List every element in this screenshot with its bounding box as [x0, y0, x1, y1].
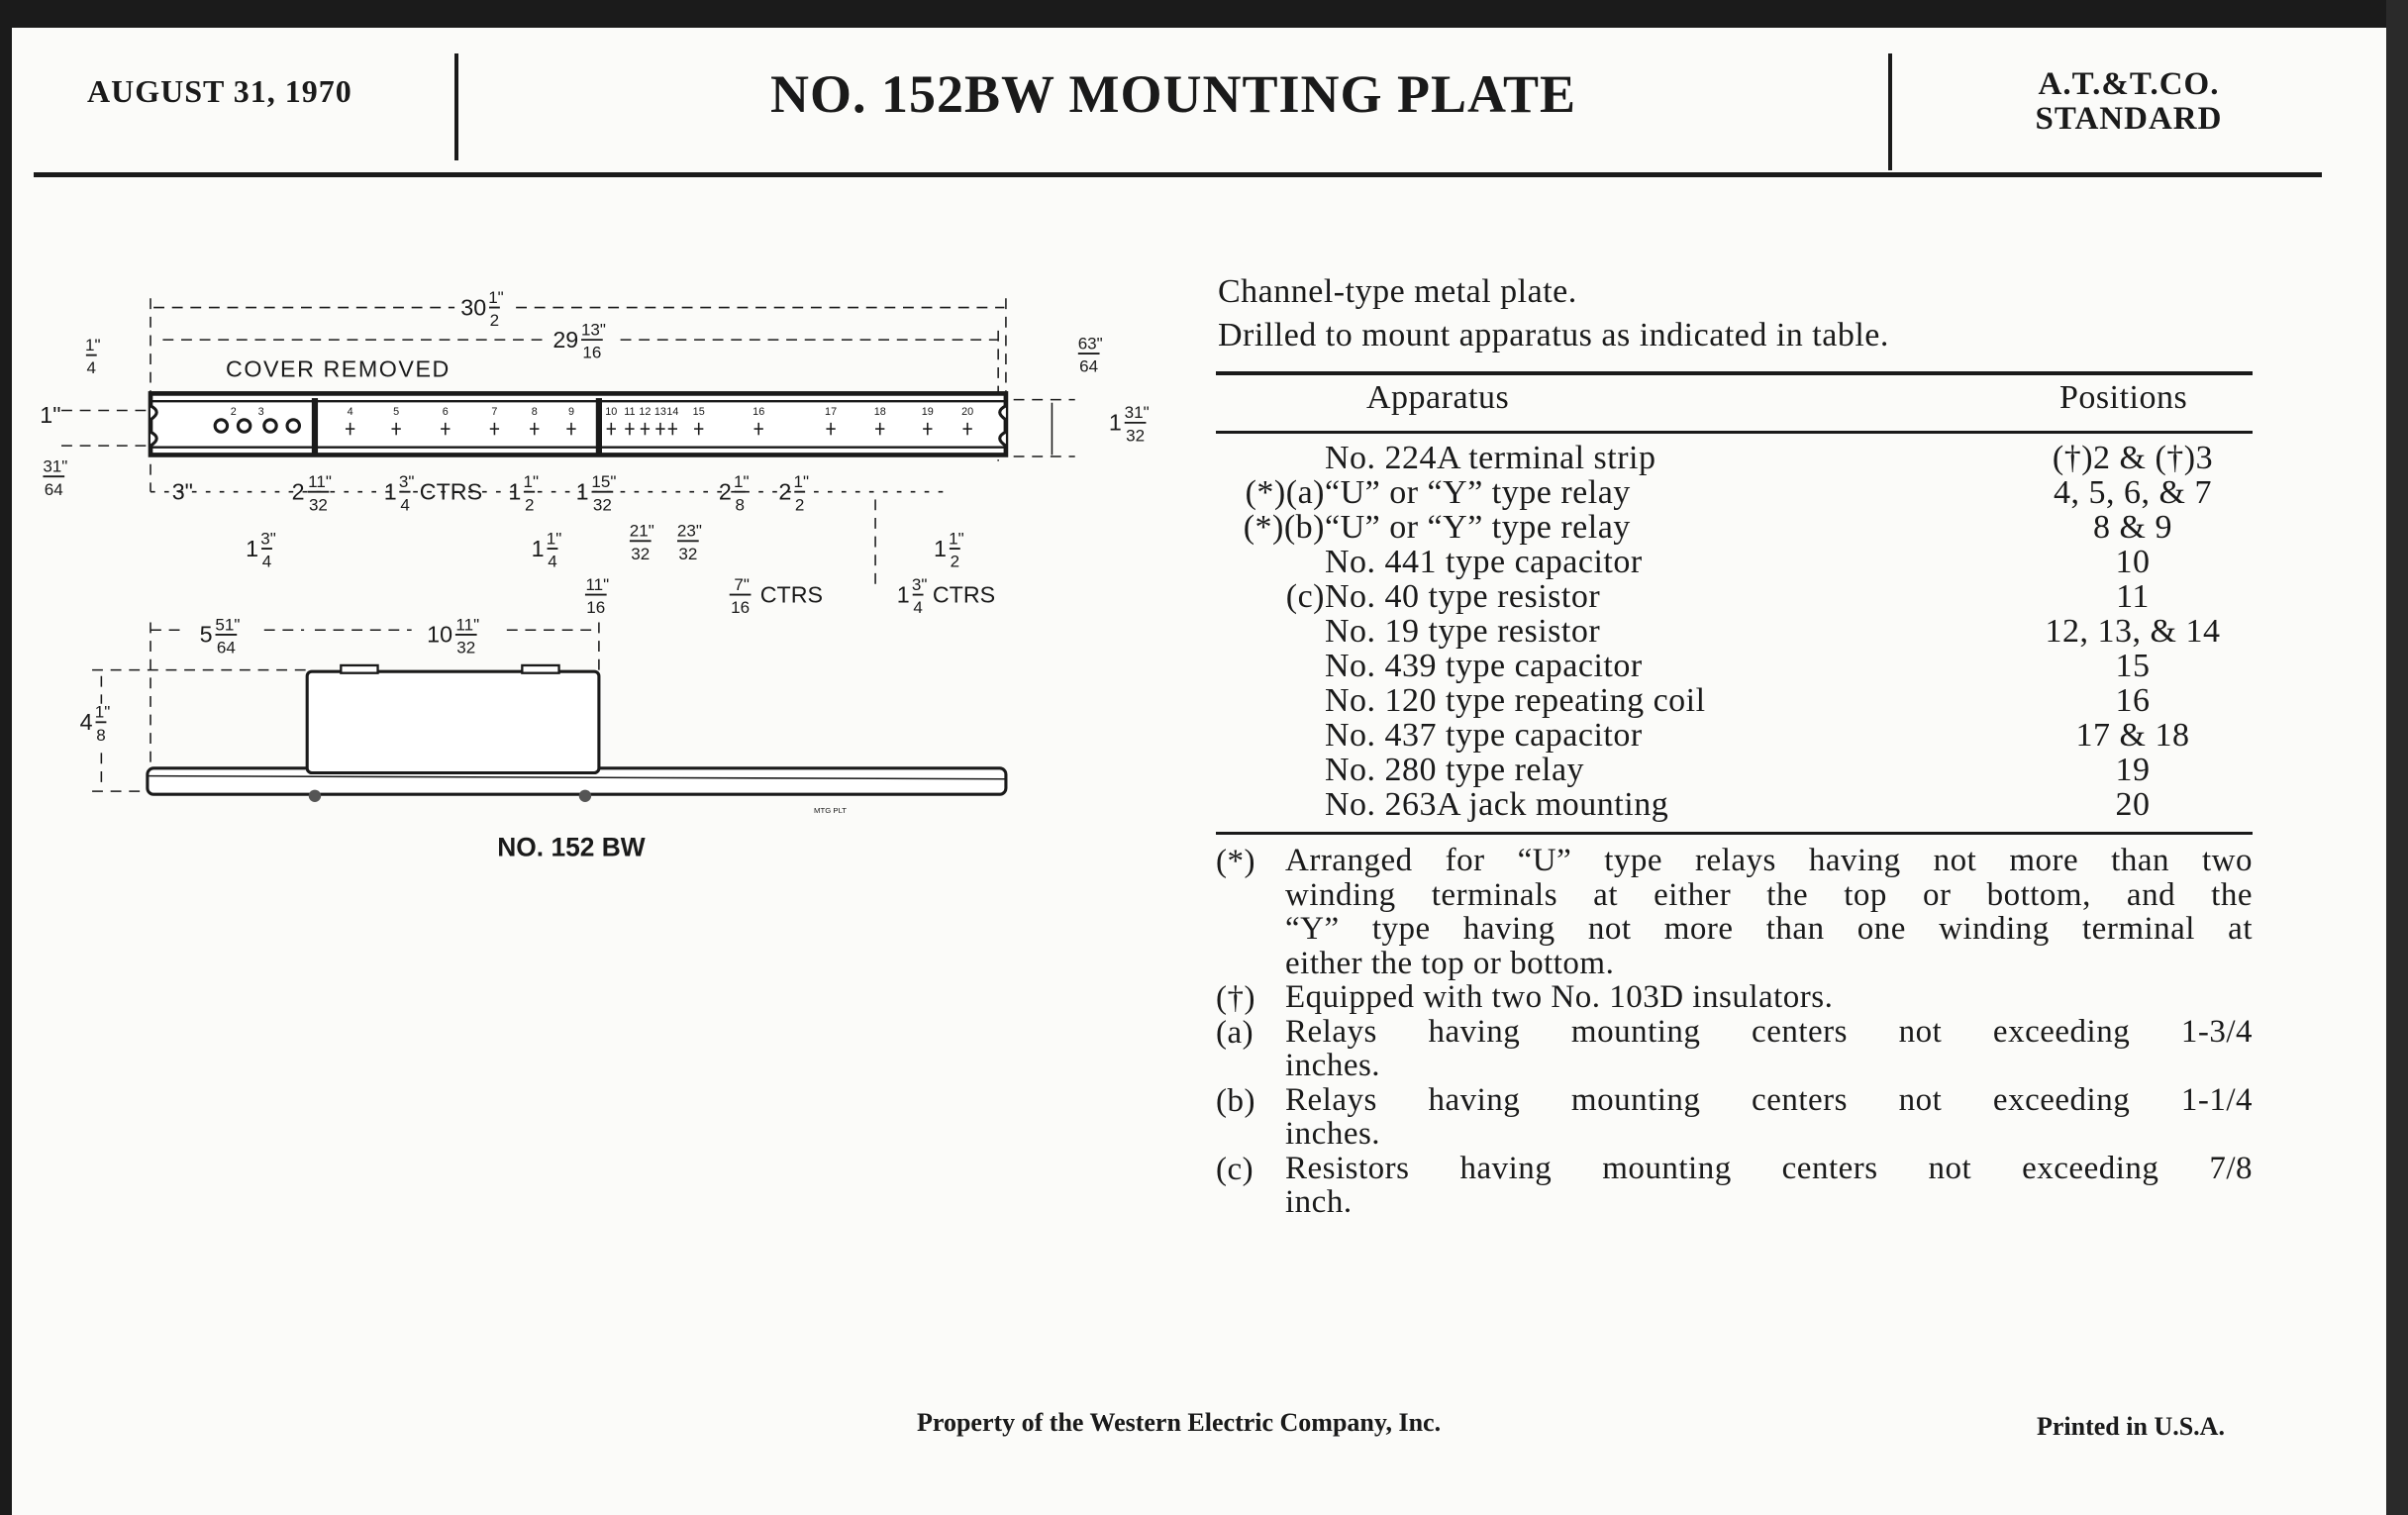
position-number: 12 — [639, 406, 652, 419]
column-header-positions: Positions — [2059, 379, 2188, 416]
issue-date: AUGUST 31, 1970 — [87, 73, 352, 109]
dimension-numerator: 31" — [43, 456, 68, 476]
dimension-label — [246, 529, 276, 570]
position-number: 6 — [442, 406, 449, 419]
positions-cell: 12, 13, & 14 — [2045, 613, 2221, 650]
dimension-whole: 2 — [718, 478, 732, 505]
apparatus-cell: No. 441 type capacitor — [1325, 544, 1643, 580]
dimension-label — [897, 575, 995, 617]
dimension-whole: 1 — [383, 478, 397, 505]
dimension-denominator: 2 — [794, 495, 805, 515]
position-number: 10 — [605, 406, 618, 419]
property-notice: Property of the Western Electric Company, Inc. — [917, 1408, 1442, 1437]
footnote-line: “Y” type having not more than one winding terminal at — [1285, 911, 2253, 947]
footnote-line: either the top or bottom. — [1285, 945, 1615, 981]
dimension-denominator: 2 — [950, 552, 960, 571]
dimension-label — [40, 402, 60, 428]
dimension-denominator: 16 — [582, 343, 602, 362]
footnote-line: Equipped with two No. 103D insulators. — [1285, 979, 1834, 1015]
apparatus-cell: “U” or “Y” type relay — [1325, 474, 1631, 511]
apparatus-cell: No. 224A terminal strip — [1325, 440, 1656, 476]
dimension-whole: 30 — [460, 294, 487, 321]
dimension-numerator: 23" — [676, 521, 702, 541]
dimension-denominator: 8 — [735, 495, 745, 515]
position-number: 5 — [393, 406, 400, 419]
apparatus-cell: “U” or “Y” type relay — [1325, 509, 1631, 546]
dimension-whole: 5 — [199, 621, 213, 648]
dimension-denominator: 4 — [86, 358, 97, 378]
footnote-marker: (b) — [1216, 1082, 1255, 1119]
standard-line-2: STANDARD — [2035, 101, 2223, 137]
position-number: 11 — [624, 406, 636, 419]
part-number-label: NO. 152 BW — [497, 832, 646, 862]
positions-cell: 4, 5, 6, & 7 — [2054, 474, 2212, 511]
dimension-numerator: 51" — [215, 615, 241, 635]
footnote-line: Relays having mounting centers not exceeding 1-1/4 — [1285, 1081, 2253, 1118]
position-number: 15 — [692, 406, 705, 419]
position-number: 2 — [230, 406, 237, 419]
apparatus-cell: No. 40 type resistor — [1325, 578, 1601, 615]
dimension-suffix: CTRS — [419, 478, 483, 505]
dimension-denominator: 32 — [456, 638, 476, 657]
position-number: 18 — [873, 406, 886, 419]
dimension-label — [508, 472, 539, 514]
dimension-label — [172, 478, 193, 504]
dimension-denominator: 64 — [216, 638, 236, 657]
dimension-label — [427, 615, 479, 656]
standard-line-1: A.T.&T.CO. — [2038, 66, 2220, 102]
channel-plate-side-view — [148, 665, 1006, 802]
position-number: 19 — [921, 406, 934, 419]
positions-cell: 17 & 18 — [2075, 717, 2190, 754]
dimension-denominator: 4 — [913, 598, 923, 618]
description-line-2: Drilled to mount apparatus as indicated in table. — [1218, 317, 1889, 354]
mtg-plt-label: MTG PLT — [814, 805, 848, 815]
dimension-whole: 1" — [40, 401, 61, 428]
position-number: 4 — [347, 406, 353, 419]
dimension-numerator: 13" — [580, 320, 606, 340]
dimension-label — [532, 529, 562, 570]
dimension-denominator: 32 — [1126, 426, 1146, 446]
channel-plate-top-view — [150, 393, 1006, 454]
dimension-suffix: CTRS — [759, 581, 824, 608]
dimension-denominator: 4 — [548, 552, 557, 571]
footnote-line: winding terminals at either the top or bottom, and the — [1285, 876, 2253, 913]
dimension-whole: 1 — [531, 535, 545, 561]
footnote-line: inch. — [1285, 1184, 1353, 1220]
dimension-numerator: 3" — [260, 529, 276, 549]
dimension-label — [934, 529, 964, 570]
positions-cell: 15 — [2115, 648, 2151, 684]
row-prefix: (*)(a) — [1245, 474, 1325, 511]
positions-cell: 16 — [2115, 682, 2151, 719]
dimension-whole: 2 — [778, 478, 792, 505]
dimension-numerator: 15" — [591, 472, 617, 492]
dimension-numerator: 7" — [734, 574, 750, 594]
cover-removed-label: COVER REMOVED — [226, 355, 451, 382]
position-number: 13 — [653, 406, 666, 419]
dimension-label — [730, 575, 823, 617]
dimension-label — [719, 472, 750, 514]
dimension-denominator: 2 — [489, 311, 500, 331]
footnote-line: inches. — [1285, 1048, 1381, 1083]
dimension-label — [292, 472, 332, 514]
dimension-denominator: 32 — [592, 495, 612, 515]
dimension-whole: 1 — [508, 478, 522, 505]
apparatus-cell: No. 439 type capacitor — [1325, 648, 1643, 684]
dimension-denominator: 32 — [678, 544, 698, 563]
dimension-numerator: 11" — [585, 574, 610, 594]
dimension-numerator: 63" — [1077, 334, 1103, 354]
dimension-numerator: 1" — [733, 472, 750, 492]
dimension-denominator: 64 — [1079, 356, 1099, 376]
footnote-line: Relays having mounting centers not exceeding 1-3/4 — [1285, 1013, 2253, 1050]
dimension-label — [80, 703, 111, 745]
dimension-label — [778, 472, 809, 514]
dimension-whole: 1 — [896, 581, 910, 608]
position-number: 16 — [752, 406, 765, 419]
printed-in: Printed in U.S.A. — [2037, 1412, 2225, 1441]
dimension-numerator: 1" — [546, 529, 562, 549]
dimension-label — [576, 472, 617, 514]
dimension-whole: 4 — [79, 709, 93, 736]
column-header-apparatus: Apparatus — [1366, 379, 1510, 416]
dimension-numerator: 1" — [488, 287, 504, 307]
dimension-label — [677, 522, 702, 563]
dimension-numerator: 1" — [94, 702, 111, 722]
footnote-marker: (*) — [1216, 844, 1255, 879]
description-line-1: Channel-type metal plate. — [1218, 273, 1577, 310]
dimension-numerator: 31" — [1124, 403, 1150, 423]
dimension-numerator: 1" — [793, 472, 810, 492]
dimension-whole: 2 — [291, 478, 305, 505]
dimension-label — [1109, 403, 1150, 445]
dimension-denominator: 8 — [96, 725, 106, 745]
dimension-whole: 10 — [427, 621, 453, 648]
footnote-marker: (a) — [1216, 1014, 1254, 1051]
dimension-numerator: 3" — [911, 574, 928, 594]
row-prefix: (*)(b) — [1243, 509, 1325, 546]
apparatus-cell: No. 280 type relay — [1325, 752, 1585, 788]
dimension-label — [630, 522, 654, 563]
dimension-denominator: 16 — [586, 598, 606, 618]
dimension-numerator: 1" — [949, 529, 964, 549]
apparatus-cell: No. 263A jack mounting — [1325, 786, 1669, 823]
position-number: 7 — [491, 406, 498, 419]
positions-cell: 8 & 9 — [2093, 509, 2172, 546]
dimension-denominator: 32 — [631, 544, 651, 563]
dimension-whole: 29 — [552, 326, 579, 353]
dimension-label — [585, 575, 609, 617]
dimension-label — [460, 288, 503, 330]
dimension-denominator: 4 — [261, 552, 272, 571]
positions-cell: 19 — [2115, 752, 2151, 788]
dimension-numerator: 1" — [85, 335, 101, 354]
footnote-marker: (c) — [1216, 1151, 1254, 1187]
dimension-label — [384, 472, 482, 514]
footnote-line: Arranged for “U” type relays having not more than two — [1285, 843, 2253, 878]
position-number: 17 — [825, 406, 838, 419]
dimension-suffix: CTRS — [932, 581, 996, 608]
apparatus-cell: No. 120 type repeating coil — [1325, 682, 1706, 719]
dimension-numerator: 21" — [629, 521, 654, 541]
position-number: 3 — [257, 406, 264, 419]
footnote-line: inches. — [1285, 1116, 1381, 1152]
dimension-whole: 1 — [1108, 409, 1122, 436]
page-title: NO. 152BW MOUNTING PLATE — [769, 64, 1577, 124]
dimension-numerator: 11" — [455, 615, 480, 635]
positions-cell: (†)2 & (†)3 — [2052, 440, 2214, 476]
dimension-denominator: 2 — [524, 495, 535, 515]
apparatus-cell: No. 19 type resistor — [1325, 613, 1601, 650]
positions-cell: 10 — [2115, 544, 2151, 580]
position-number: 9 — [567, 406, 574, 419]
dimension-whole: 3" — [171, 478, 193, 505]
footnote-line: Resistors having mounting centers not exceeding 7/8 — [1285, 1150, 2253, 1186]
dimension-numerator: 3" — [398, 472, 415, 492]
dimension-label — [200, 615, 241, 656]
positions-cell: 11 — [2116, 578, 2150, 615]
footnote-marker: (†) — [1216, 980, 1255, 1016]
dimension-label — [552, 320, 606, 361]
dimension-label — [43, 457, 67, 499]
dimension-denominator: 32 — [308, 495, 328, 515]
dimension-numerator: 1" — [523, 472, 540, 492]
position-number: 8 — [531, 406, 538, 419]
dimension-label — [1078, 334, 1103, 375]
dimension-denominator: 4 — [400, 495, 410, 515]
row-prefix: (c) — [1285, 578, 1325, 615]
dimension-label — [85, 336, 101, 377]
positions-cell: 20 — [2115, 786, 2151, 823]
position-number: 20 — [961, 406, 974, 419]
dimension-numerator: 11" — [308, 472, 332, 492]
dimension-whole: 1 — [246, 535, 259, 561]
dimension-denominator: 16 — [731, 598, 751, 618]
apparatus-cell: No. 437 type capacitor — [1325, 717, 1643, 754]
dimension-denominator: 64 — [44, 479, 63, 499]
dimension-whole: 1 — [934, 535, 947, 561]
position-number: 14 — [666, 406, 679, 419]
dimension-whole: 1 — [575, 478, 589, 505]
